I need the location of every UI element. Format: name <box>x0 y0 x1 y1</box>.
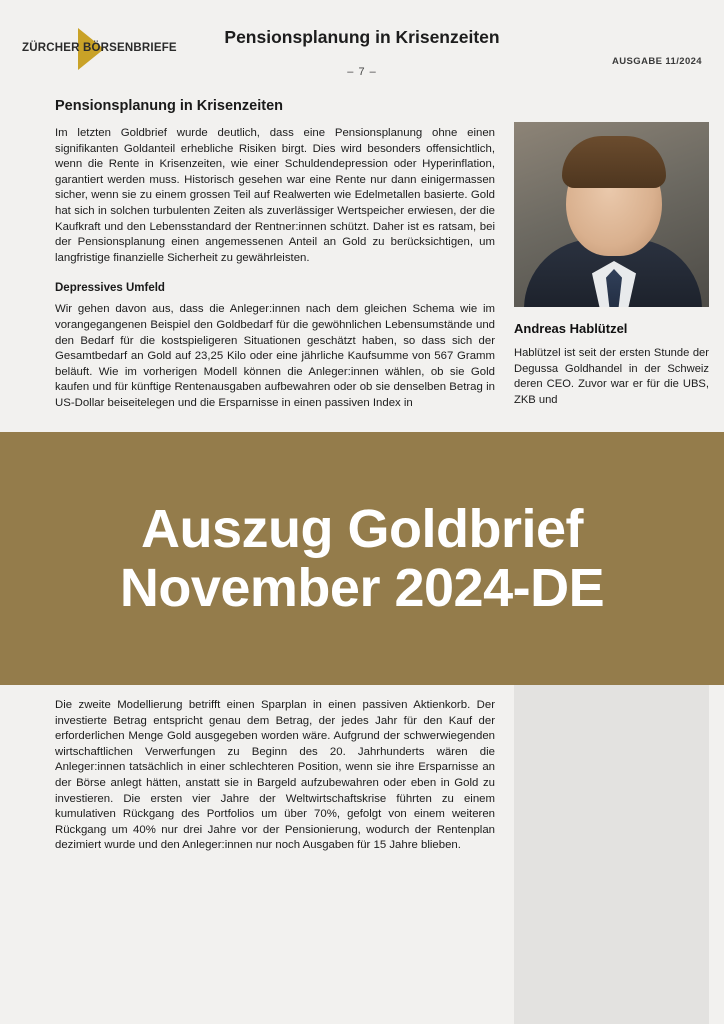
overlay-banner <box>0 432 724 685</box>
page-number: – 7 – <box>347 66 377 78</box>
article-intro-paragraph: Im letzten Goldbrief wurde deutlich, dass eine Pensionsplanung ohne einen signifikanten Goldanteil erhebliche Risiken birgt. Dies wird besonders offensichtlich, wenn die Rente in Krisenzeiten, wie einer Schuldendepression oder Hyperinflation, garantiert werden muss. Historisch gesehen war eine Rente nur dann einigermassen sicher, wenn sie zu einem grossen Teil auf Realwerten wie Edelmetallen basierte. Gold hat sich in solchen turbulenten Zeiten als zuverlässiger Wertspeicher erwiesen, der die Kaufkraft und den Lebensstandard der Rentner:innen schützt. Daher ist es ratsam, bei der Pensionsplanung einen angemessenen Anteil an Gold zu berücksichtigen, um langfristige finanzielle Sicherheit zu gewährleisten. <box>55 127 495 264</box>
person-bio: Hablützel ist seit der ersten Stunde der Degussa Goldhandel in der Schweiz deren CEO. Zuvor war er für die UBS, ZKB und <box>514 347 709 406</box>
document-header <box>0 0 724 78</box>
bottom-paragraph-block <box>55 698 495 864</box>
person-name: Andreas Hablützel <box>514 321 628 336</box>
sidebar-column <box>514 122 709 408</box>
main-column <box>55 98 495 422</box>
article-bottom-paragraph: Die zweite Modellierung betrifft einen Sparplan in einen passiven Aktienkorb. Der investierte Betrag entspricht genau dem Betrag, der jedes Jahr für den Kauf der erforderlichen Menge Gold ausgegeben worden wäre. Aufgrund der schwerwiegenden wirtschaftlichen Verwerfungen zu Beginn des 20. Jahrhunderts wären die Anleger:innen tatsächlich in einer schlechteren Position, wenn sie ihre Ersparnisse an der Börse anlegt hätten, anstatt sie in Bargeld aufzubewahren oder eben in Gold zu investieren. Die ersten vier Jahre der Weltwirtschaftskrise führten zu einem kumulativen Rückgang des Portfolios um über 70%, gefolgt von einem weiteren Rückgang um 40% nur drei Jahre vor der Pensionierung, wodurch der Rentenplan dezimiert wurde und den Anleger:innen nur noch Ausgaben für 15 Jahre blieben. <box>55 699 495 852</box>
article-second-paragraph: Wir gehen davon aus, dass die Anleger:innen nach dem gleichen Schema wie im vorangegangenen Beispiel den Goldbedarf für die gewöhnlichen Lebensumstände und den Bedarf für die kostspieligeren Situationen geschätzt haben, so dass sich der Gesamtbedarf an Gold auf 23,25 Kilo oder eine jährliche Kaufsumme von 567 Gramm beläuft. Wie im vorherigen Modell können die Anleger:innen wählen, ob sie Gold kaufen und für künftige Rentenausgaben aufbewahren oder ob sie denselben Betrag in US-Dollar beiseitelegen und die Ersparnisse in einen passiven Index in <box>55 303 495 409</box>
article-subheading: Depressives Umfeld <box>55 282 165 295</box>
portrait-photo <box>514 122 709 307</box>
article-title: Pensionsplanung in Krisenzeiten <box>55 98 284 114</box>
publisher-name: ZÜRCHER BÖRSENBRIEFE <box>22 42 177 54</box>
issue-label: AUSGABE 11/2024 <box>612 56 702 67</box>
banner-line-2: November 2024-DE <box>119 557 605 618</box>
banner-line-1: Auszug Goldbrief <box>141 499 583 560</box>
portrait-hair <box>562 136 666 188</box>
document-title: Pensionsplanung in Krisenzeiten <box>224 27 500 47</box>
